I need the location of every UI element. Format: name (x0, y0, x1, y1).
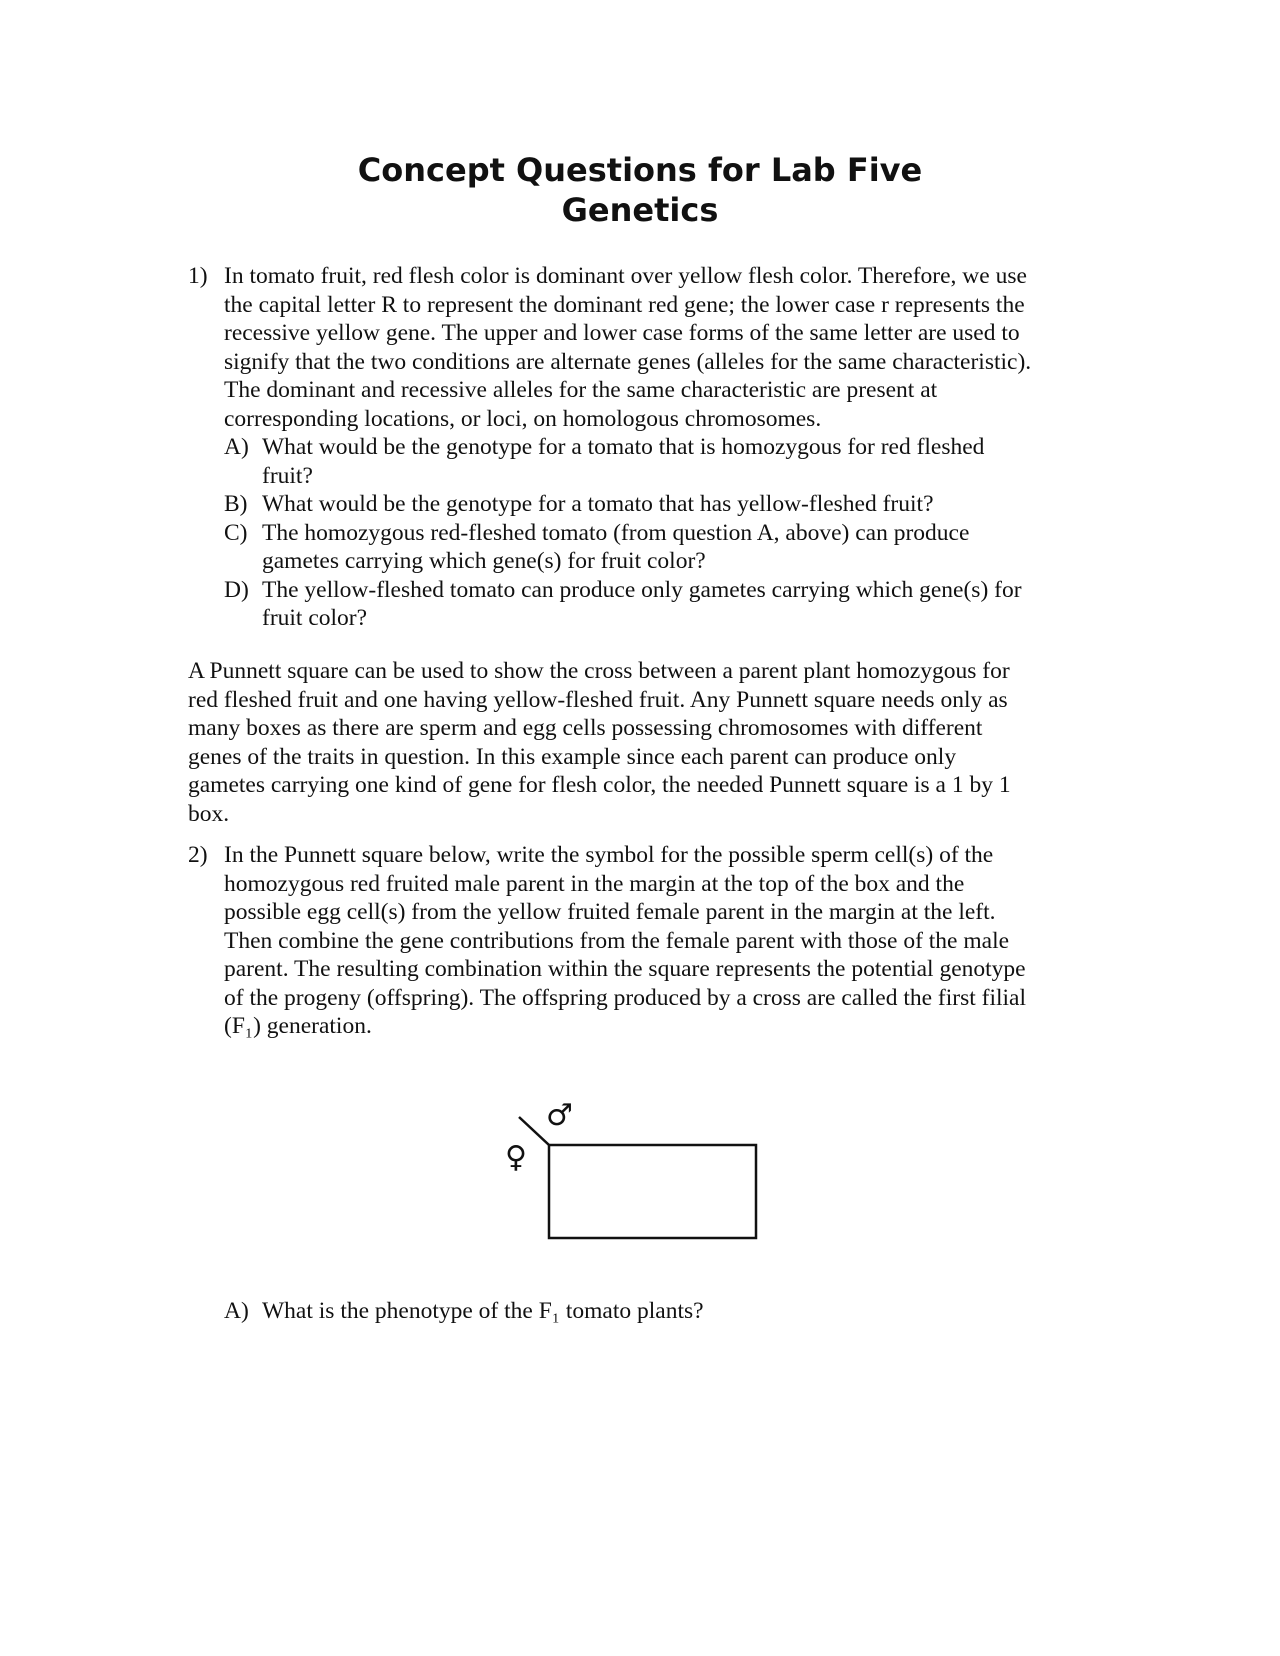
text-line: fruit color? (262, 605, 368, 631)
question-number: 2) (188, 842, 208, 868)
question-number: B) (224, 491, 248, 517)
question-1-sub-line (188, 433, 1088, 462)
punnett-box[interactable] (549, 1145, 756, 1238)
question-2-line (188, 955, 1088, 984)
text-line: possible egg cell(s) from the yellow fruited female parent in the margin at the left. (224, 899, 996, 925)
text-line: many boxes as there are sperm and egg cells possessing chromosomes with different (188, 715, 983, 741)
question-1-line (188, 348, 1088, 377)
text-line: of the progeny (offspring). The offspring produced by a cross are called the first filial (224, 984, 1027, 1011)
question-2-line (188, 984, 1088, 1013)
text-line: In tomato fruit, red flesh color is dominant over yellow flesh color. Therefore, we use (224, 263, 1027, 289)
text-line: gametes carrying which gene(s) for fruit color? (262, 548, 706, 574)
text-line: A Punnett square can be used to show the cross between a parent plant homozygous for (188, 658, 1010, 684)
question-number: 1) (188, 263, 208, 289)
text-line: In the Punnett square below, write the symbol for the possible sperm cell(s) of the (224, 842, 994, 868)
question-2a (188, 1297, 1088, 1326)
text-line: genes of the traits in question. In this example since each parent can produce only (188, 743, 957, 770)
question-1-line (188, 376, 1088, 405)
text-line: corresponding locations, or loci, on homologous chromosomes. (224, 405, 822, 432)
text-line: recessive yellow gene. The upper and lower case forms of the same letter are used to (224, 320, 1020, 346)
text-line: parent. The resulting combination within the square represents the potential genotype (224, 956, 1026, 982)
question-1-sub-line (188, 576, 1088, 605)
text-line: box. (188, 800, 230, 827)
question-2-line (188, 841, 1088, 870)
title-line-1: Concept Questions for Lab Five (357, 151, 923, 189)
question-number: C) (224, 519, 248, 546)
question-2 (188, 841, 1088, 1041)
title-line-2: Genetics (561, 191, 719, 229)
punnett-intro-paragraph (188, 657, 1088, 828)
text-line: fruit? (262, 462, 313, 489)
text-line: The dominant and recessive alleles for the same characteristic are present at (224, 377, 938, 403)
text-line: What would be the genotype for a tomato that has yellow-fleshed fruit? (262, 491, 934, 517)
paragraph-line (188, 743, 1088, 772)
question-1-sub-line (188, 519, 1088, 548)
text-line: homozygous red fruited male parent in the margin at the top of the box and the (224, 870, 965, 897)
question-1 (188, 262, 1088, 633)
paragraph-line (188, 657, 1088, 686)
question-1-line (188, 291, 1088, 320)
question-1-line (188, 405, 1088, 434)
question-2-line (188, 898, 1088, 927)
question-1-line (188, 319, 1088, 348)
male-symbol-icon: ♂ (546, 1098, 573, 1133)
question-number: A) (224, 434, 249, 460)
question-1-sub-line (188, 604, 1088, 633)
question-2a-label: A) (224, 1298, 249, 1324)
question-2-line (188, 870, 1088, 899)
text-line: The homozygous red-fleshed tomato (from question A, above) can produce (262, 519, 970, 546)
text-line: What would be the genotype for a tomato that is homozygous for red fleshed (262, 434, 985, 460)
text-line: Then combine the gene contributions from the female parent with those of the male (224, 927, 1010, 954)
paragraph-line (188, 686, 1088, 715)
text-line: gametes carrying one kind of gene for flesh color, the needed Punnett square is a 1 by 1 (188, 772, 1011, 798)
punnett-square (490, 1095, 790, 1255)
question-1-line (188, 262, 1088, 291)
paragraph-line (188, 800, 1088, 829)
text-line: The yellow-fleshed tomato can produce only gametes carrying which gene(s) for (262, 576, 1022, 603)
page-title (0, 150, 1280, 230)
question-1-sub-line (188, 547, 1088, 576)
text-line: red fleshed fruit and one having yellow-fleshed fruit. Any Punnett square needs only as (188, 686, 1008, 713)
paragraph-line (188, 714, 1088, 743)
paragraph-line (188, 771, 1088, 800)
question-1-sub-line (188, 490, 1088, 519)
question-2a-text: What is the phenotype of the F₁ tomato plants? (262, 1298, 704, 1324)
text-line: the capital letter R to represent the dominant red gene; the lower case r represents the (224, 291, 1025, 318)
question-2-line (188, 927, 1088, 956)
question-1-sub-line (188, 462, 1088, 491)
text-line: (F₁) generation. (224, 1013, 372, 1039)
female-symbol-icon: ♀ (505, 1140, 527, 1175)
question-2-line (188, 1012, 1088, 1041)
text-line: signify that the two conditions are alternate genes (alleles for the same characteristic). (224, 348, 1032, 375)
question-number: D) (224, 576, 249, 603)
